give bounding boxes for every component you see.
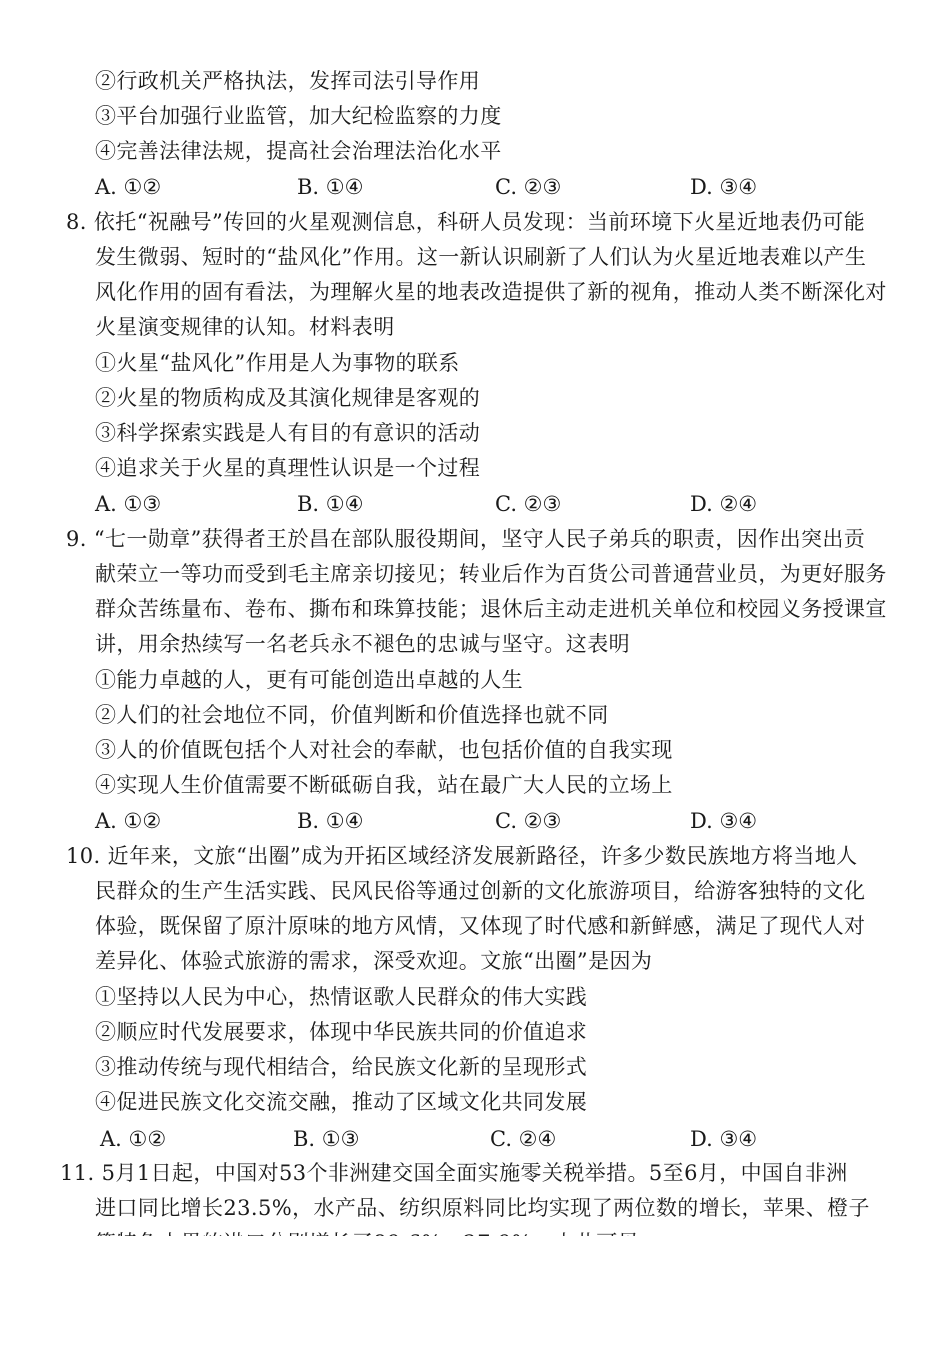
q8-stem-line: 发生微弱、短时的“盐风化”作用。这一新认识刷新了人们认为火星近地表难以产生: [95, 245, 867, 269]
q10-option-d: D. ③④: [690, 1127, 758, 1151]
q8-option-b: B. ①④: [297, 492, 364, 516]
q9-stem-line: 9. “七一勋章”获得者王於昌在部队服役期间，坚守人民子弟兵的职责，因作出突出贡: [66, 527, 866, 551]
q9-item-1: ①能力卓越的人，更有可能创造出卓越的人生: [95, 668, 523, 692]
q8-stem-line: 风化作用的固有看法，为理解火星的地表改造提供了新的视角，推动人类不断深化对: [95, 280, 887, 304]
q9-option-a: A. ①②: [95, 809, 162, 833]
q9-option-d: D. ③④: [690, 809, 758, 833]
q10-option-a: A. ①②: [100, 1127, 167, 1151]
q10-stem-line: 体验，既保留了原汁原味的地方风情，又体现了时代感和新鲜感，满足了现代人对: [95, 914, 866, 938]
q10-stem-line: 10. 近年来，文旅“出圈”成为开拓区域经济发展新路径，许多少数民族地方将当地人: [66, 844, 858, 868]
q7-option-c: C. ②③: [495, 175, 562, 199]
q7-option-d: D. ③④: [690, 175, 758, 199]
q7-item-3: ③平台加强行业监管，加大纪检监察的力度: [95, 104, 502, 128]
page-cutoff: [0, 1236, 950, 1345]
q10-option-b: B. ①③: [293, 1127, 360, 1151]
q8-item-3: ③科学探索实践是人有目的有意识的活动: [95, 421, 481, 445]
q9-option-b: B. ①④: [297, 809, 364, 833]
q7-option-a: A. ①②: [95, 175, 162, 199]
q10-item-1: ①坚持以人民为中心，热情讴歌人民群众的伟大实践: [95, 985, 588, 1009]
q9-stem-line: 讲，用余热续写一名老兵永不褪色的忠诚与坚守。这表明: [95, 632, 630, 656]
q9-item-2: ②人们的社会地位不同，价值判断和价值选择也就不同: [95, 703, 609, 727]
q11-stem-line: 11. 5月1日起，中国对53个非洲建交国全面实施零关税举措。5至6月，中国自非洲: [60, 1161, 848, 1185]
q9-stem-line: 群众苦练量布、卷布、撕布和珠算技能；退休后主动走进机关单位和校园义务授课宣: [95, 597, 887, 621]
q9-item-4: ④实现人生价值需要不断砥砺自我，站在最广大人民的立场上: [95, 773, 673, 797]
q7-item-4: ④完善法律法规，提高社会治理法治化水平: [95, 139, 502, 163]
q8-option-c: C. ②③: [495, 492, 562, 516]
q8-option-a: A. ①③: [95, 492, 162, 516]
q8-item-1: ①火星“盐风化”作用是人为事物的联系: [95, 351, 460, 375]
q8-option-d: D. ②④: [690, 492, 758, 516]
q8-item-4: ④追求关于火星的真理性认识是一个过程: [95, 456, 481, 480]
q9-stem-line: 献荣立一等功而受到毛主席亲切接见；转业后作为百货公司普通营业员，为更好服务: [95, 562, 887, 586]
q8-item-2: ②火星的物质构成及其演化规律是客观的: [95, 386, 481, 410]
q10-item-2: ②顺应时代发展要求，体现中华民族共同的价值追求: [95, 1020, 588, 1044]
q10-item-4: ④促进民族文化交流交融，推动了区域文化共同发展: [95, 1090, 588, 1114]
q7-option-b: B. ①④: [297, 175, 364, 199]
q10-stem-line: 差异化、体验式旅游的需求，深受欢迎。文旅“出圈”是因为: [95, 949, 653, 973]
q10-item-3: ③推动传统与现代相结合，给民族文化新的呈现形式: [95, 1055, 588, 1079]
q10-stem-line: 民群众的生产生活实践、民风民俗等通过创新的文化旅游项目，给游客独特的文化: [95, 879, 866, 903]
q11-stem-line: 进口同比增长23.5%，水产品、纺织原料同比均实现了两位数的增长，苹果、橙子: [95, 1196, 870, 1220]
q10-option-c: C. ②④: [490, 1127, 557, 1151]
q9-option-c: C. ②③: [495, 809, 562, 833]
q9-item-3: ③人的价值既包括个人对社会的奉献，也包括价值的自我实现: [95, 738, 673, 762]
q8-stem-line: 火星演变规律的认知。材料表明: [95, 315, 395, 339]
q7-item-2: ②行政机关严格执法，发挥司法引导作用: [95, 69, 481, 93]
q8-stem-line: 8. 依托“祝融号”传回的火星观测信息，科研人员发现：当前环境下火星近地表仍可能: [66, 210, 866, 234]
